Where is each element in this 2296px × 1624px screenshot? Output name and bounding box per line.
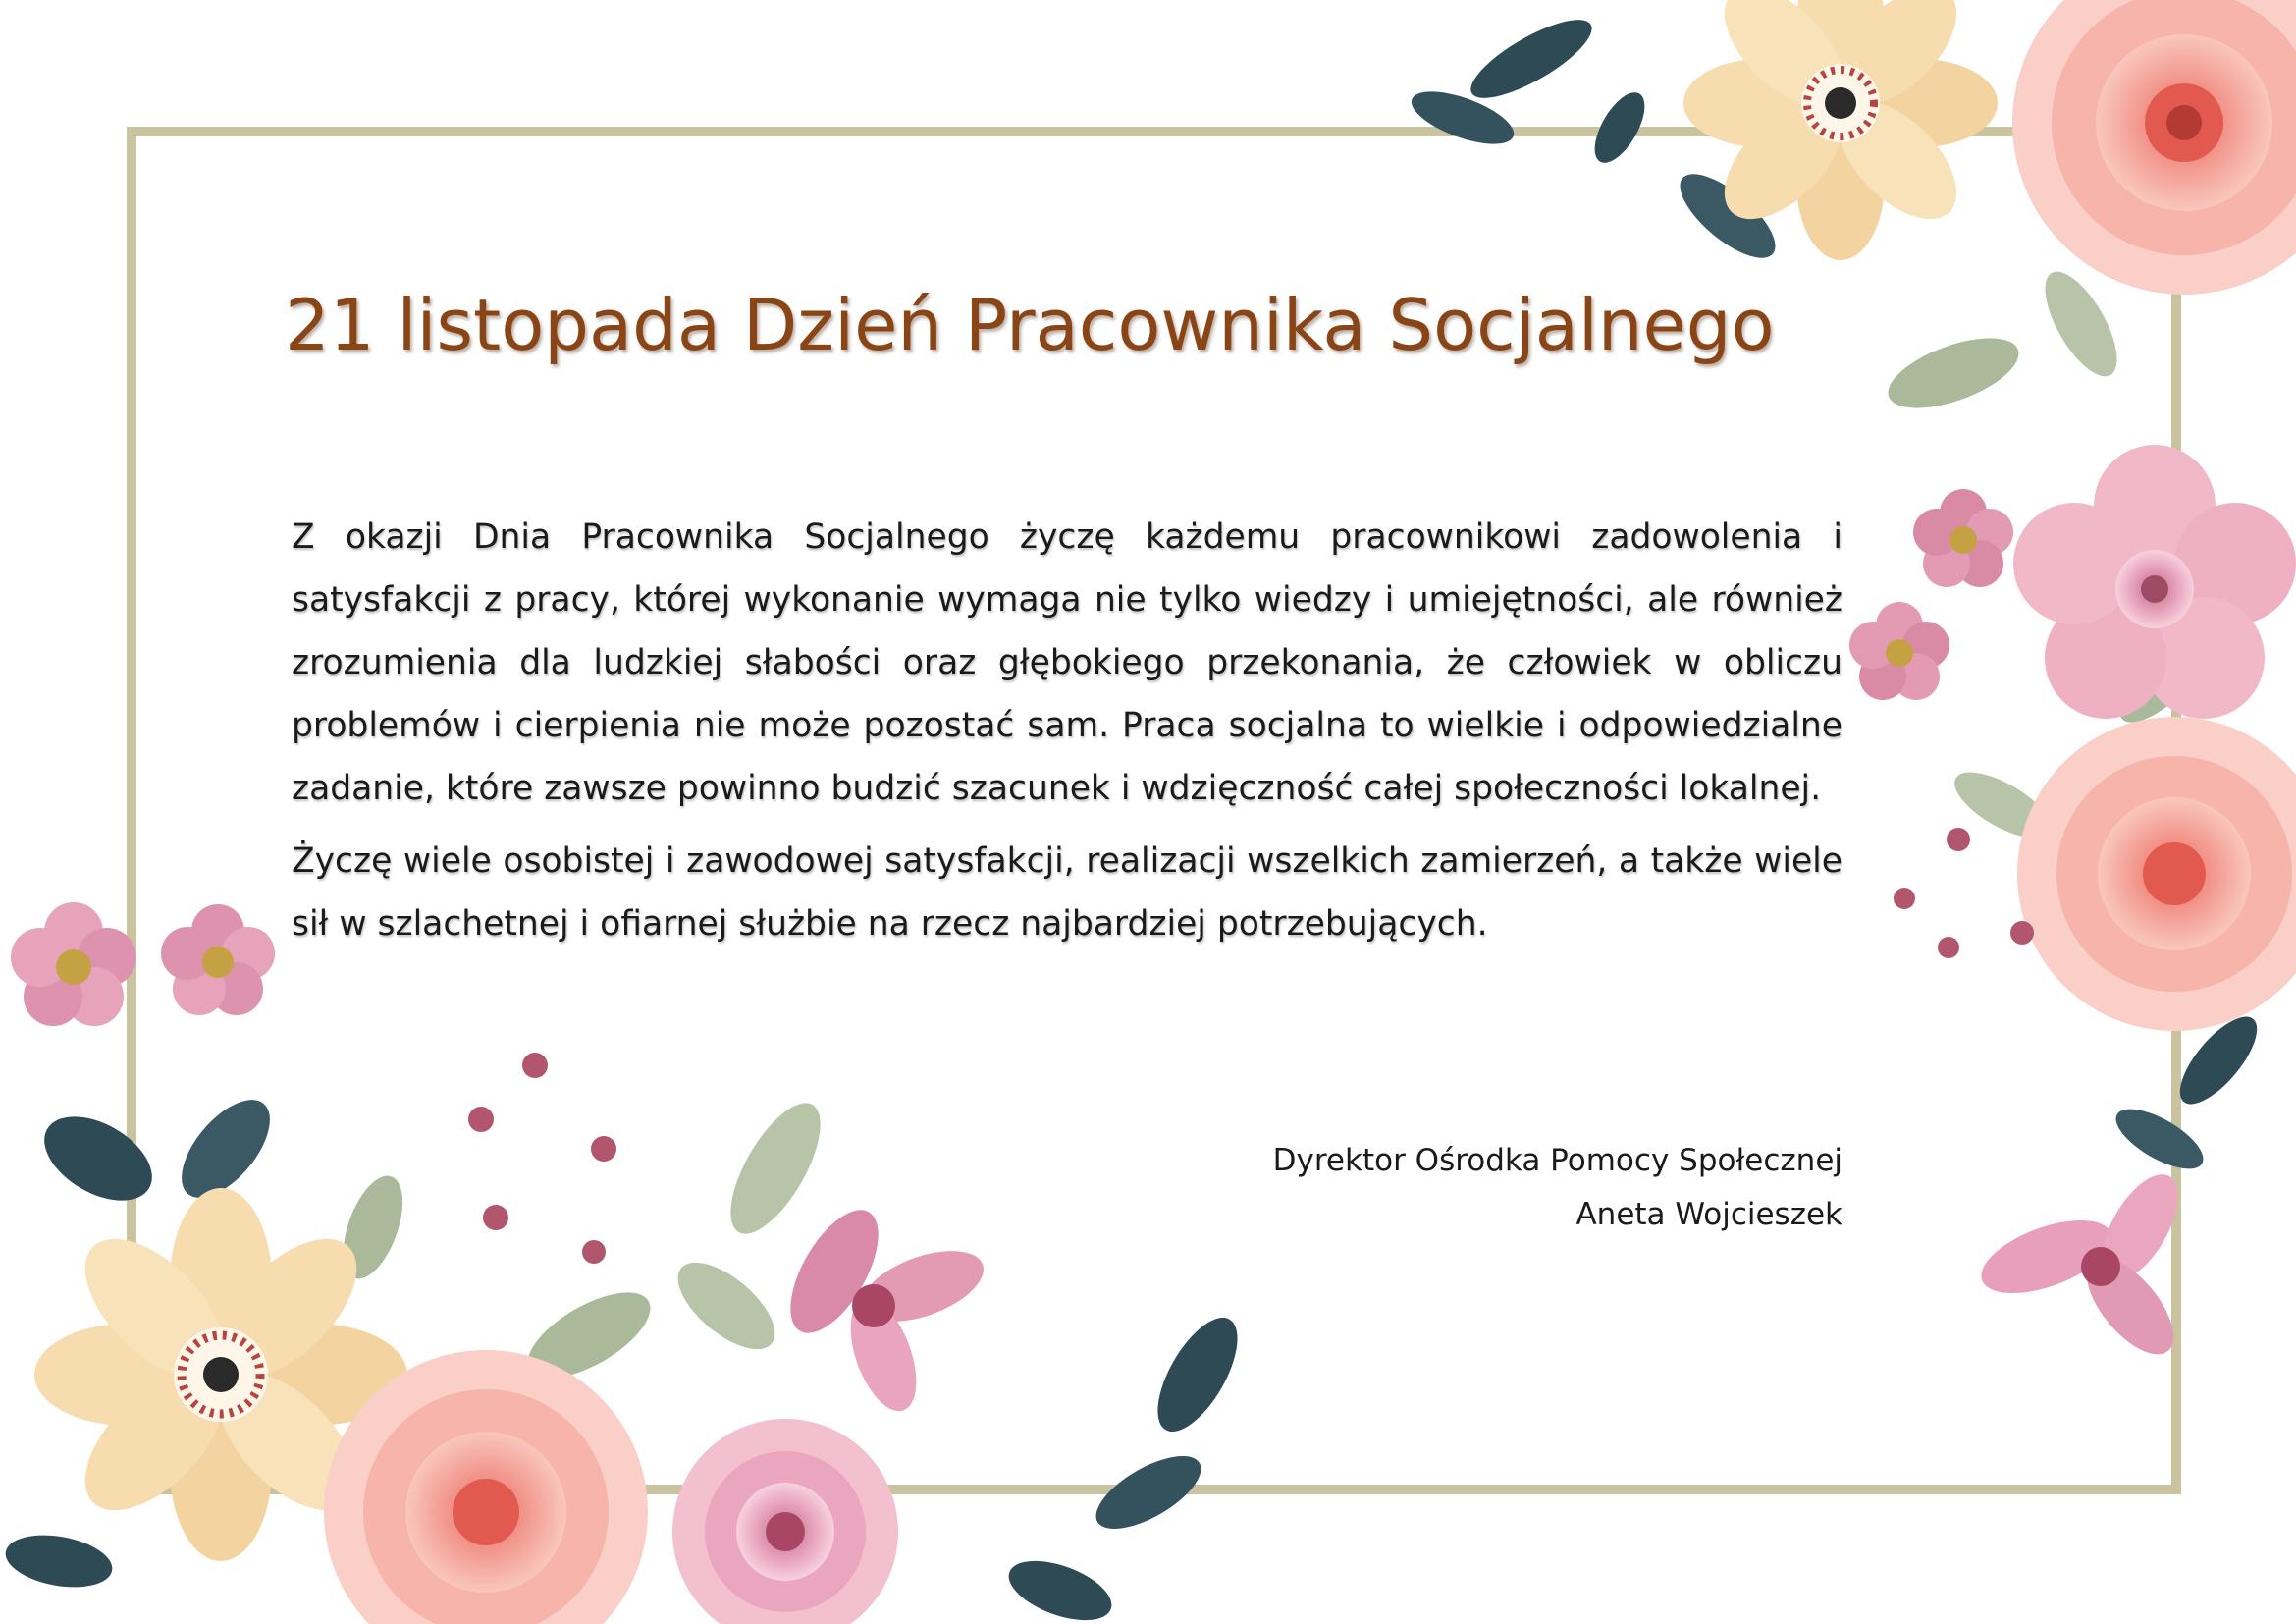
- greeting-body: [292, 506, 1842, 965]
- signature-name: Aneta Wojcieszek: [1575, 1197, 1842, 1232]
- paragraph-1: Z okazji Dnia Pracownika Socjalnego życzę każdemu pracownikowi zadowolenia i satysfakcji z pracy, której wykonanie wymaga nie tylko wiedzy i umiejętności, ale również zrozumienia dla ludzkiej słabości oraz głębokiego przekonania, że człowiek w obliczu problemów i cierpienia nie może pozostać sam. Praca socjalna to wielkie i odpowiedzialne zadanie, które zawsze powinno budzić szacunek i wdzięczność całej społeczności lokalnej.: [292, 517, 1842, 808]
- paragraph-2: Życzę wiele osobistej i zawodowej satysfakcji, realizacji wszelkich zamierzeń, a także wiele sił w szlachetnej i ofiarnej służbie na rzecz najbardziej potrzebujących.: [292, 841, 1842, 944]
- signature-role: Dyrektor Ośrodka Pomocy Społecznej: [1272, 1143, 1842, 1178]
- bottom-left-flowers: [1, 902, 1253, 1624]
- page-title: 21 listopada Dzień Pracownika Socjalnego: [285, 284, 1775, 366]
- signature-block: [1158, 1134, 1842, 1242]
